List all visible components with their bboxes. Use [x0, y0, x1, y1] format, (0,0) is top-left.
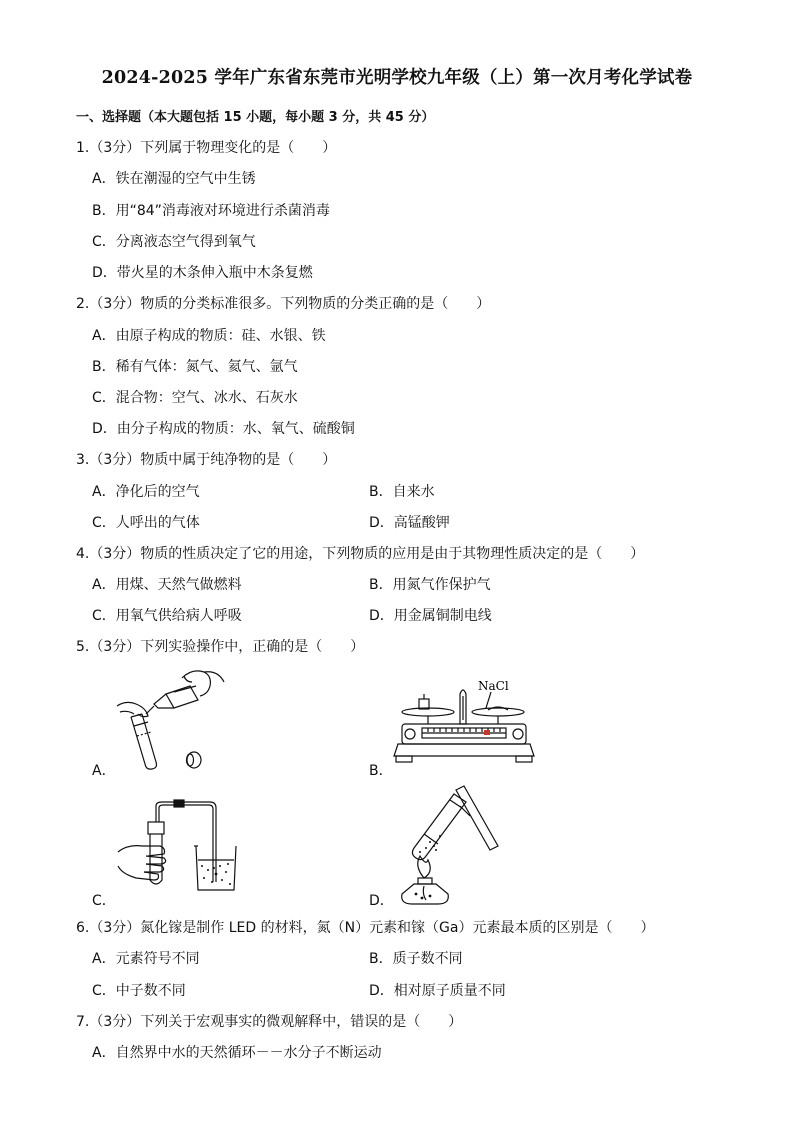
question-3-option-b: B．自来水	[369, 484, 435, 500]
question-2-option-b: B．稀有气体：氮气、氦气、氩气	[92, 359, 298, 375]
question-2-option-c: C．混合物：空气、冰水、石灰水	[92, 390, 298, 406]
question-4-option-d: D．用金属铜制电线	[369, 608, 492, 624]
question-6-option-c: C．中子数不同	[92, 983, 186, 999]
figure-b-balance-scale	[388, 672, 548, 776]
figure-b-rider-marker	[484, 730, 490, 735]
question-2-stem: 2.（3分）物质的分类标准很多。下列物质的分类正确的是（ ）	[76, 296, 491, 312]
question-2-option-a: A．由原子构成的物质：硅、水银、铁	[92, 328, 326, 344]
question-6-stem: 6.（3分）氮化镓是制作 LED 的材料，氮（N）元素和镓（Ga）元素最本质的区别是（ ）	[76, 920, 655, 936]
figure-b-nacl-label: NaCl	[478, 679, 509, 693]
figure-a-pouring-liquid	[112, 664, 232, 774]
question-4-option-a: A．用煤、天然气做燃料	[92, 577, 242, 593]
exam-title: 2024-2025 学年广东省东莞市光明学校九年级（上）第一次月考化学试卷	[101, 68, 693, 88]
question-3-option-c: C．人呼出的气体	[92, 515, 200, 531]
question-1-option-d: D．带火星的木条伸入瓶中木条复燃	[92, 265, 313, 281]
question-1-option-c: C．分离液态空气得到氧气	[92, 234, 256, 250]
figure-c-airtightness-check	[116, 800, 246, 892]
figure-d-heating-tube	[390, 786, 510, 906]
question-1-stem: 1.（3分）下列属于物理变化的是（ ）	[76, 140, 337, 156]
question-4-option-c: C．用氧气供给病人呼吸	[92, 608, 242, 624]
question-5-option-b-label: B．	[369, 763, 393, 779]
question-7-stem: 7.（3分）下列关于宏观事实的微观解释中，错误的是（ ）	[76, 1014, 463, 1030]
question-5-stem: 5.（3分）下列实验操作中，正确的是（ ）	[76, 639, 365, 655]
question-3-option-d: D．高锰酸钾	[369, 515, 450, 531]
question-5-option-a-label: A．	[92, 763, 116, 779]
question-5-option-c-label: C．	[92, 893, 116, 909]
question-6-option-a: A．元素符号不同	[92, 951, 200, 967]
question-4-option-b: B．用氮气作保护气	[369, 577, 491, 593]
question-1-option-a: A．铁在潮湿的空气中生锈	[92, 171, 256, 187]
question-4-stem: 4.（3分）物质的性质决定了它的用途，下列物质的应用是由于其物理性质决定的是（ ）	[76, 546, 645, 562]
question-2-option-d: D．由分子构成的物质：水、氧气、硫酸铜	[92, 421, 355, 437]
section-heading: 一、选择题（本大题包括 15 小题，每小题 3 分，共 45 分）	[76, 110, 435, 125]
question-5-option-d-label: D．	[369, 893, 394, 909]
question-3-stem: 3.（3分）物质中属于纯净物的是（ ）	[76, 452, 337, 468]
question-1-option-b: B．用“84”消毒液对环境进行杀菌消毒	[92, 203, 330, 219]
question-3-option-a: A．净化后的空气	[92, 484, 200, 500]
question-6-option-d: D．相对原子质量不同	[369, 983, 506, 999]
question-7-option-a: A．自然界中水的天然循环－－水分子不断运动	[92, 1045, 382, 1061]
question-6-option-b: B．质子数不同	[369, 951, 463, 967]
